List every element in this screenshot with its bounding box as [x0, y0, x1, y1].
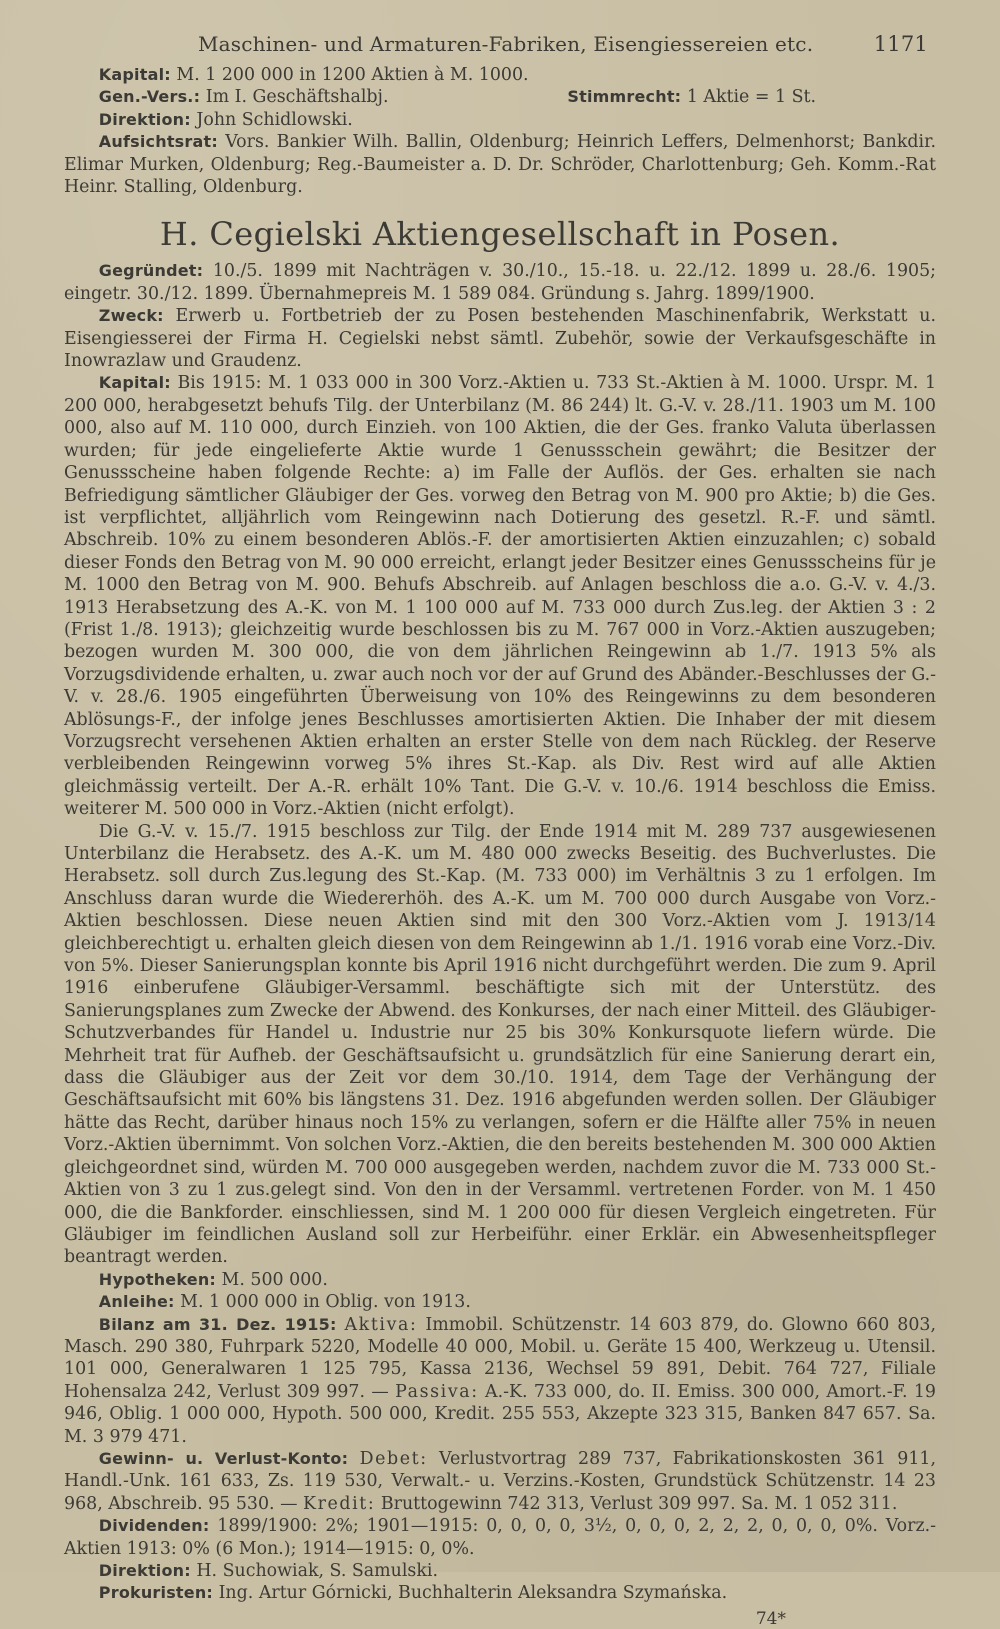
stimmrecht-field — [567, 86, 936, 108]
dividenden-label: Dividenden: — [98, 1516, 210, 1536]
bilanz-aktiva-label: Aktiva: — [344, 1314, 418, 1335]
direktion-paragraph — [64, 1560, 936, 1582]
bilanz-passiva-label: Passiva: — [395, 1381, 479, 1402]
bilanz-paragraph — [64, 1314, 936, 1448]
anleihe-text: M. 1 000 000 in Oblig. von 1913. — [180, 1292, 471, 1313]
genvers-label: Gen.-Vers.: — [98, 87, 201, 107]
gewinn-verlust-label: Gewinn- u. Verlust-Konto: — [98, 1448, 349, 1468]
kapital-label: Kapital: — [98, 373, 171, 393]
gewinn-debet-text: Verlustvortrag 289 737, Fabrikationskosten 361 911, Handl.-Unk. 161 633, Zs. 119 530, Verwalt.- u. Verzins.-Kosten, Grundstück Schützenstr. 14 23 968, Abschreib. 95 530. — — [64, 1448, 936, 1514]
page-header — [64, 30, 936, 64]
kapital-paragraph — [64, 372, 936, 820]
hypotheken-label: Hypotheken: — [98, 1269, 217, 1289]
anleihe-label: Anleihe: — [98, 1292, 175, 1312]
gegruendet-text: 10./5. 1899 mit Nachträgen v. 30./10., 15.-18. u. 22./12. 1899 u. 28./6. 1905; eingetr. 30./12. 1899. Übernahmepreis M. 1 589 084. Gründung s. Jahrg. 1899/1900. — [64, 261, 936, 304]
page-number: 1171 — [873, 32, 928, 56]
direktion-label: Direktion: — [98, 1561, 191, 1580]
zweck-label: Zweck: — [98, 306, 164, 326]
zweck-text: Erwerb u. Fortbetrieb der zu Posen bestehenden Maschinenfabrik, Werkstatt u. Eisengiesserei der Firma H. Cegielski nebst sämtl. Zubehör, sowie der Verkaufsgeschäfte in Inowrazlaw und Graudenz. — [64, 306, 936, 372]
gewinn-kredit-text: Bruttogewinn 742 313, Verlust 309 997. Sa. M. 1 052 311. — [380, 1493, 898, 1514]
hypotheken-paragraph — [64, 1269, 936, 1291]
kapital-text: Bis 1915: M. 1 033 000 in 300 Vorz.-Aktien u. 733 St.-Aktien à M. 1000. Urspr. M. 1 200 000, herabgesetzt behufs Tilg. der Unterbilanz (M. 86 244) lt. G.-V. v. 28./11. 1903 um M. 100 000, also auf M. 110 000, durch Einzieh. von 100 Aktien, die der Ges. franko Valuta überlassen wurden; für jede eingelieferte Aktie wurde 1 Genussschein gewährt; die Besitzer der Genussscheine haben folgende Rechte: a) im Falle der Auflös. der Ges. erhalten sie nach Befriedigung sämtlicher Gläubiger der Ges. vorweg den Betrag von M. 900 pro Aktie; b) die Ges. ist verpflichtet, alljährlich vom Reingewinn nach Dotierung des gesetzl. R.-F. und sämtl. Abschreib. 10% zu einem besonderen Ablös.-F. der amortisierten Aktien einzuzahlen; c) sobald dieser Fonds den Betrag von M. 90 000 erreicht, erlangt jeder Besitzer eines Genussscheins für je M. 1000 den Betrag von M. 900. Behufs Abschreib. auf Anlagen beschloss die a.o. G.-V. v. 4./3. 1913 Herabsetzung des A.-K. von M. 1 100 000 auf M. 733 000 durch Zus.leg. der Aktien 3 : 2 (Frist 1./8. 1913); gleichzeitig wurde beschlossen bis zu M. 767 000 in Vorz.-Aktien auszugeben; bezogen wurden M. 300 000, die von dem jährlichen Reingewinn ab 1./7. 1913 5% als Vorzugsdividende erhalten, u. zwar auch noch vor der auf Grund des Abänder.-Beschlusses der G.-V. v. 28./6. 1905 eingeführten Überweisung von 10% des Reingewinns zu dem besonderen Ablösungs-F., der infolge jenes Beschlusses amortisierten Aktien. Die Inhaber der mit diesem Vorzugsrecht versehenen Aktien erhalten an erster Stelle von dem nach Rückleg. der Reserve verbleibenden Reingewinn vorweg 5% ihres St.-Kap. als Div. Rest wird auf alle Aktien gleichmässig verteilt. Der A.-R. erhält 10% Tant. Die G.-V. v. 10./6. 1914 beschloss die Emiss. weiterer M. 500 000 in Vorz.-Aktien (nicht erfolgt). — [64, 373, 937, 820]
zweck-paragraph — [64, 305, 936, 372]
company-title: H. Cegielski Aktiengesellschaft in Posen. — [159, 215, 841, 254]
stimmrecht-label: Stimmrecht: — [567, 87, 682, 107]
kapital-sanierung-paragraph: Die G.-V. v. 15./7. 1915 beschloss zur Tilg. der Ende 1914 mit M. 289 737 ausgewiesenen Unterbilanz die Herabsetz. des A.-K. um M. 480 000 zwecks Beseitig. des Buchverlustes. Die Herabsetz. soll durch Zus.legung des St.-Kap. (M. 733 000) im Verhältnis 3 zu 1 erfolgen. Im Anschluss daran wurde die Wiedererhöh. des A.-K. um M. 700 000 durch Ausgabe von Vorz.-Aktien beschlossen. Diese neuen Aktien sind mit den 300 Vorz.-Aktien vom J. 1913/14 gleichberechtigt u. erhalten gleich diesen von dem Reingewinn ab 1./1. 1916 vorab eine Vorz.-Div. von 5%. Dieser Sanierungsplan konnte bis April 1916 nicht durchgeführt werden. Die zum 9. April 1916 einberufene Gläubiger-Versamml. beschäftigte sich mit der Unterstütz. des Sanierungsplanes zum Zwecke der Abwend. des Konkurses, der nach einer Mitteil. des Gläubiger-Schutzverbandes für Handel u. Industrie nur 25 bis 30% Konkursquote liefern würde. Die Mehrheit trat für Aufheb. der Geschäftsaufsicht u. grundsätzlich für eine Sanierung derart ein, dass die Gläubiger aus der Zeit vor dem 30./10. 1914, dem Tage der Verhängung der Geschäftsaufsicht mit 60% bis längstens 31. Dez. 1916 abgefunden werden sollen. Der Gläubiger hätte das Recht, darüber hinaus noch 15% zu verlangen, sofern er die Hälfte aller 75% in neuen Vorz.-Aktien übernimmt. Von solchen Vorz.-Aktien, die den bereits bestehenden M. 300 000 Aktien gleichgeordnet sind, würden M. 700 000 ausgegeben werden, nachdem zuvor die M. 733 000 St.-Aktien von 3 zu 1 zus.gelegt sind. Von den in der Versamml. vertretenen Forder. von M. 1 450 000, die die Bankforder. einschliessen, sind M. 1 200 000 für diesen Vergleich eingetreten. Für Gläubiger im feindlichen Ausland soll zur Herbeiführ. einer Erklär. ein Abwesenheitspfleger beantragt werden. — [64, 821, 936, 1268]
running-title: Maschinen- und Armaturen-Fabriken, Eisengiessereien etc. — [198, 32, 814, 56]
genvers-field — [99, 86, 389, 108]
company-entry — [64, 260, 936, 1604]
prokuristen-paragraph — [64, 1582, 936, 1604]
prokuristen-label: Prokuristen: — [98, 1583, 214, 1603]
stimmrecht-text: 1 Aktie = 1 St. — [686, 87, 816, 108]
dividenden-text: 1899/1900: 2%; 1901—1915: 0, 0, 0, 0, 3½, 0, 0, 0, 2, 2, 2, 0, 0, 0, 0%. Vorz.-Aktien 1913: 0% (6 Mon.); 1914—1915: 0, 0%. — [64, 1516, 937, 1559]
gewinn-debet-label: Debet: — [359, 1448, 428, 1469]
genvers-text: Im I. Geschäftshalbj. — [205, 87, 389, 108]
hypotheken-text: M. 500 000. — [221, 1269, 328, 1290]
aufsichtsrat-text: Vors. Bankier Wilh. Ballin, Oldenburg; Heinrich Leffers, Delmenhorst; Bankdir. Elimar Murken, Oldenburg; Reg.-Baumeister a. D. Dr. Schröder, Charlottenburg; Geh. Komm.-Rat Heinr. Stalling, Oldenburg. — [64, 132, 937, 198]
direktion-paragraph — [64, 109, 936, 131]
bilanz-passiva-text: A.-K. 733 000, do. II. Emiss. 300 000, Amort.-F. 19 946, Oblig. 1 000 000, Hypoth. 500 000, Kredit. 255 553, Akzepte 323 315, Banken 847 657. Sa. M. 3 979 471. — [64, 1381, 937, 1447]
sheet-signature: 74* — [755, 1608, 786, 1629]
bilanz-aktiva-text: Immobil. Schützenstr. 14 603 879, do. Glowno 660 803, Masch. 290 380, Fuhrpark 5220, Modelle 40 000, Mobil. u. Geräte 15 400, Werkzeug u. Utensil. 101 000, Generalwaren 1 125 795, Kassa 2136, Wechsel 59 891, Debit. 764 727, Filiale Hohensalza 242, Verlust 309 997. — — [64, 1314, 936, 1402]
previous-company-entry — [64, 64, 936, 198]
genvers-stimmrecht-row — [64, 86, 936, 108]
bilanz-label: Bilanz am 31. Dez. 1915: — [98, 1314, 337, 1334]
direktion-label: Direktion: — [98, 109, 191, 129]
kapital-label: Kapital: — [98, 65, 171, 84]
gegruendet-paragraph — [64, 260, 936, 305]
anleihe-paragraph — [64, 1291, 936, 1313]
direktion-text: John Schidlowski. — [196, 109, 353, 130]
kapital-text: M. 1 200 000 in 1200 Aktien à M. 1000. — [176, 65, 529, 85]
aufsichtsrat-paragraph — [64, 131, 936, 198]
direktion-text: H. Suchowiak, S. Samulski. — [196, 1561, 438, 1581]
gewinn-kredit-label: Kredit: — [303, 1493, 376, 1514]
dividenden-paragraph — [64, 1515, 936, 1560]
kapital-paragraph — [64, 64, 936, 86]
prokuristen-text: Ing. Artur Górnicki, Buchhalterin Aleksandra Szymańska. — [218, 1583, 728, 1604]
aufsichtsrat-label: Aufsichtsrat: — [98, 132, 218, 152]
gewinn-verlust-paragraph — [64, 1448, 936, 1515]
gegruendet-label: Gegründet: — [98, 261, 204, 281]
